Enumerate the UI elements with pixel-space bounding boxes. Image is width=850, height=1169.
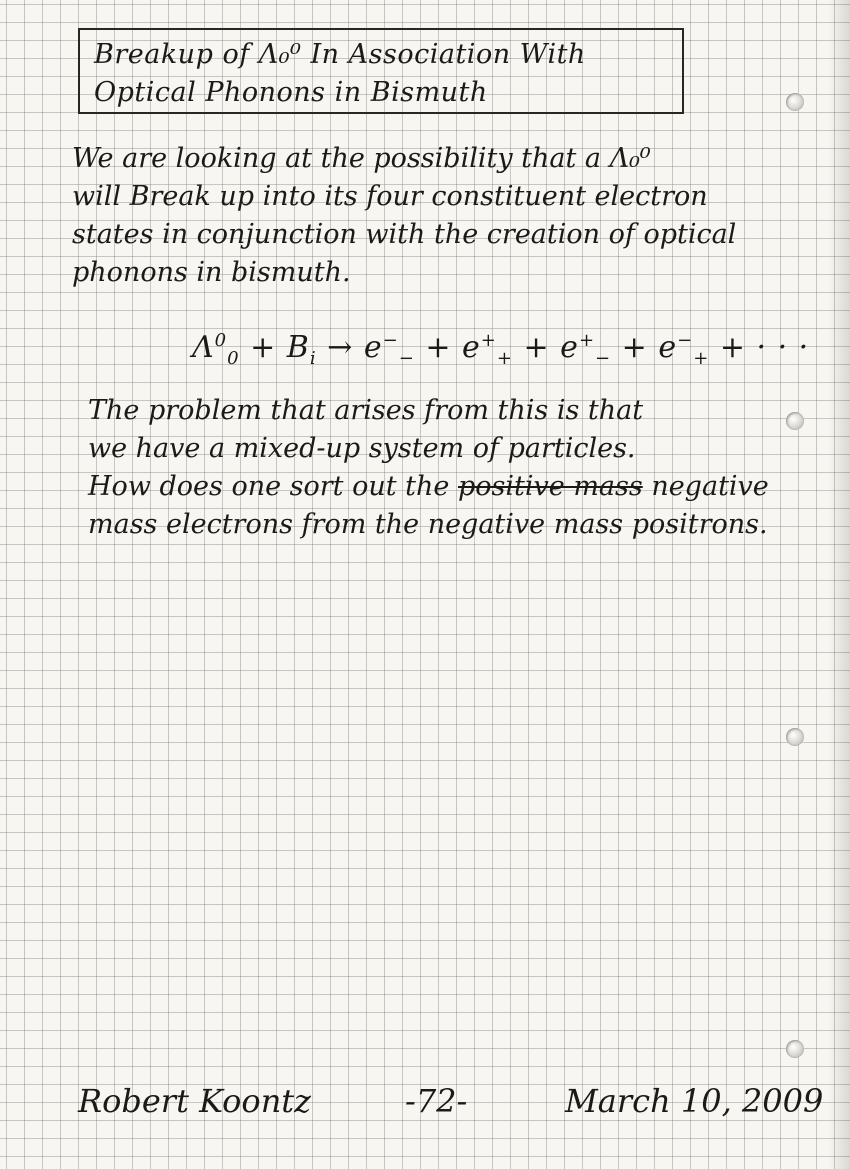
paragraph-line: will Break up into its four constituent electron <box>72 181 708 212</box>
paragraph-problem <box>88 392 769 544</box>
page-edge-shadow <box>828 0 850 1169</box>
electron-term-1-sup: − <box>382 330 399 351</box>
paragraph-line <box>88 468 769 506</box>
electron-term-3: e <box>560 330 579 365</box>
electron-term-4: e <box>658 330 678 365</box>
lambda-symbol: Λ <box>192 330 215 365</box>
paragraph-line: states in conjunction with the creation of optical <box>72 219 737 250</box>
paragraph-line: we have a mixed-up system of particles. <box>88 433 636 464</box>
binder-hole <box>786 412 804 430</box>
entry-date: March 10, 2009 <box>565 1082 824 1120</box>
bismuth-subscript: i <box>309 348 317 369</box>
reaction-equation <box>192 330 809 369</box>
plus-sign: + <box>239 330 287 365</box>
line-text: How does one sort out the <box>88 471 458 502</box>
lambda-superscript: 0 <box>214 330 228 351</box>
electron-term-2: e <box>462 330 481 365</box>
title-line-2: Optical Phonons in Bismuth <box>94 77 488 108</box>
paragraph-line: mass electrons from the negative mass positrons. <box>88 509 768 540</box>
binder-hole <box>786 93 804 111</box>
paragraph-line: The problem that arises from this is that <box>88 395 644 426</box>
electron-term-1-sub: − <box>398 348 415 369</box>
binder-hole <box>786 1040 804 1058</box>
bismuth-symbol: B <box>286 330 310 365</box>
struck-through-text: positive mass <box>457 471 643 502</box>
electron-term-1: e <box>363 330 383 365</box>
plus-sign: + <box>414 330 462 365</box>
equation-continuation: + · · · <box>709 330 810 365</box>
author-signature: Robert Koontz <box>78 1082 312 1120</box>
paragraph-intro <box>72 140 736 292</box>
electron-term-4-sub: + <box>693 348 710 369</box>
title-box <box>78 28 684 114</box>
lambda-subscript: 0 <box>227 348 240 369</box>
line-text: negative <box>642 471 769 502</box>
paragraph-line: phonons in bismuth. <box>72 257 351 288</box>
electron-term-3-sup: + <box>578 330 596 351</box>
binder-hole <box>786 728 804 746</box>
title-line-1: Breakup of Λ₀⁰ In Association With <box>94 39 586 70</box>
plus-sign: + <box>512 330 561 365</box>
reaction-arrow: → <box>316 330 364 365</box>
plus-sign: + <box>611 330 659 365</box>
electron-term-2-sup: + <box>480 330 497 351</box>
electron-term-3-sub: − <box>595 348 612 369</box>
electron-term-4-sup: − <box>677 330 694 351</box>
page-number: -72- <box>405 1082 468 1120</box>
paragraph-line: We are looking at the possibility that a Λ₀⁰ <box>72 143 651 174</box>
electron-term-2-sub: + <box>496 348 513 369</box>
